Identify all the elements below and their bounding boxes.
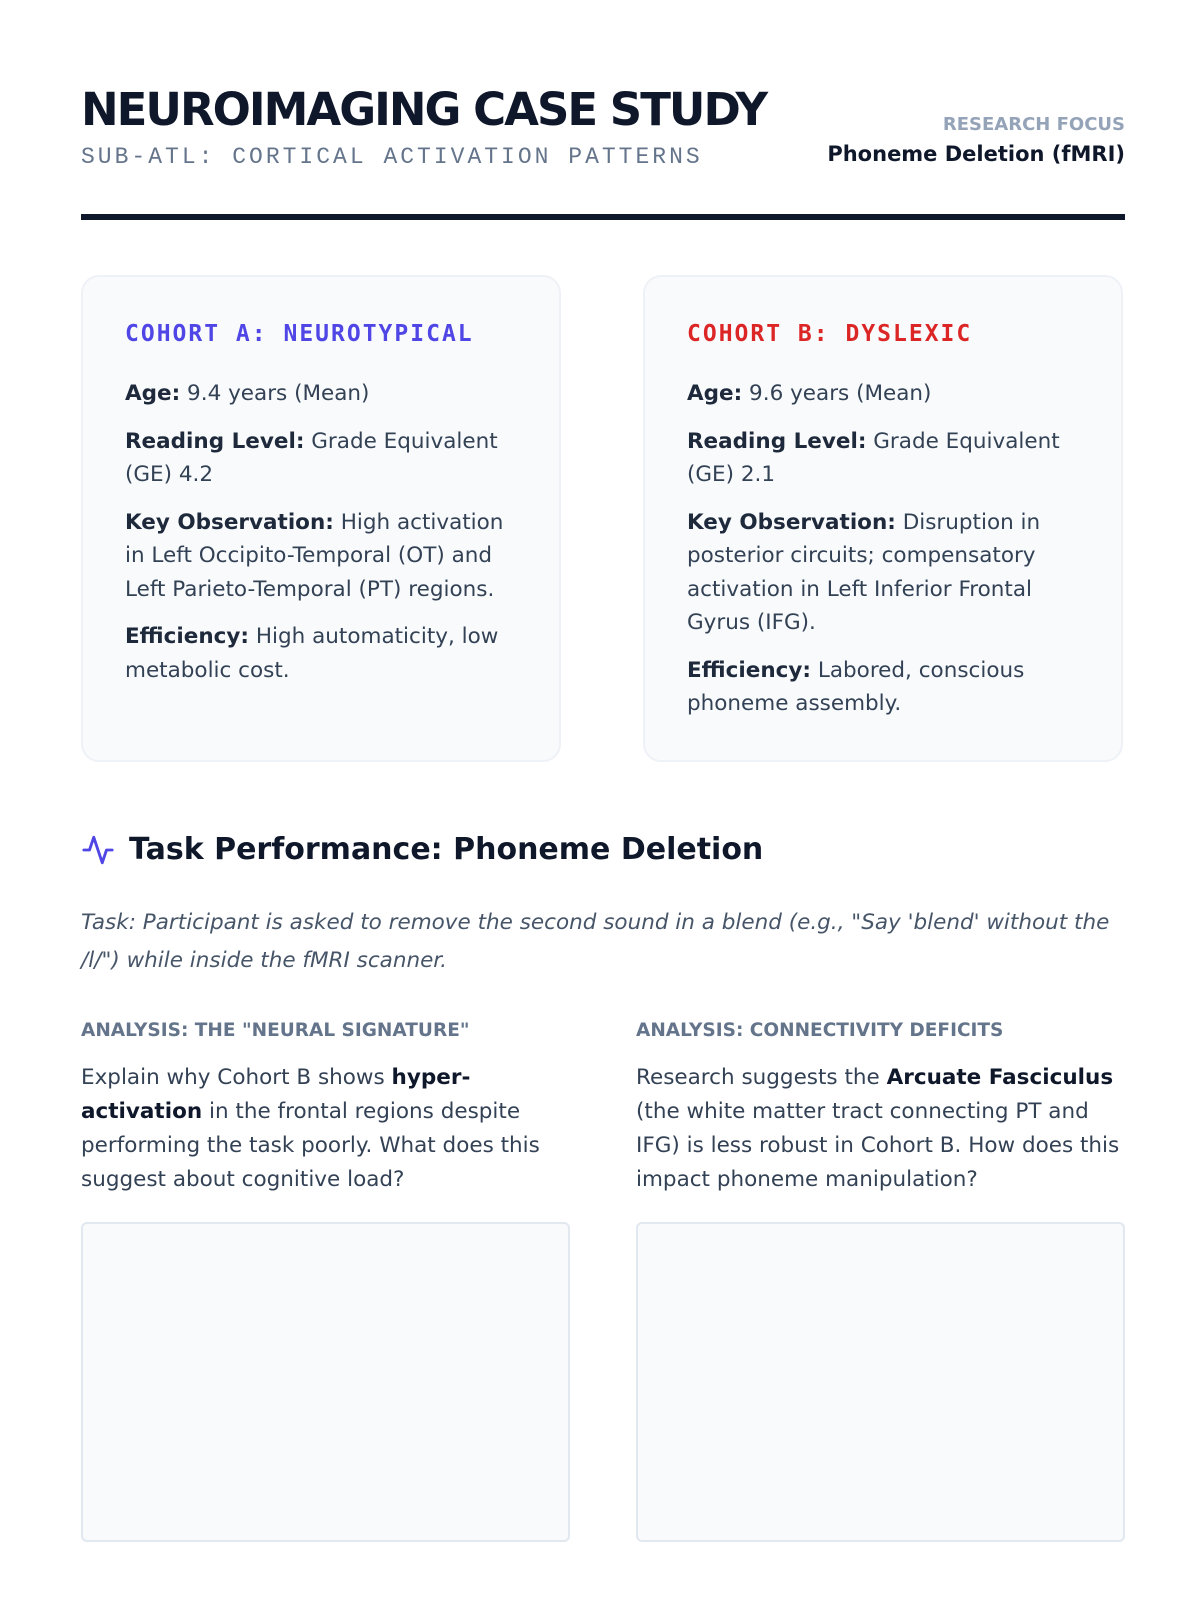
cohort-b-efficiency — [687, 654, 1081, 721]
cohort-a-efficiency — [125, 620, 519, 687]
research-focus-value: Phoneme Deletion (fMRI) — [827, 142, 1125, 166]
cohort-a-reading-level — [125, 425, 519, 492]
page-title: NEUROIMAGING CASE STUDY — [81, 83, 767, 136]
cohort-a-age — [125, 377, 519, 411]
answer-box-connectivity-deficits[interactable] — [636, 1222, 1125, 1542]
field-value: 9.6 years (Mean) — [742, 381, 932, 406]
task-section-heading — [81, 832, 763, 867]
cohort-b-card — [643, 275, 1123, 762]
field-label: Reading Level: — [125, 428, 305, 454]
field-label: Key Observation: — [125, 509, 334, 535]
field-value: High activation in Left Occipito-Temporal (OT) and Left Parieto-Temporal (PT) regions. — [125, 509, 504, 602]
field-value: Disruption in posterior circuits; compensatory activation in Left Inferior Frontal Gyrus (IFG). — [687, 509, 1041, 635]
field-label: Age: — [125, 381, 181, 406]
question-text: in the frontal regions despite performing the task poorly. What does this suggest about cognitive load? — [81, 1099, 540, 1192]
header-divider — [81, 214, 1125, 220]
field-value: Grade Equivalent (GE) 2.1 — [687, 428, 1060, 487]
task-section-title: Task Performance: Phoneme Deletion — [129, 832, 764, 867]
analysis-question — [81, 1061, 571, 1197]
field-value: 9.4 years (Mean) — [180, 381, 370, 406]
question-emphasis: hyper-activation — [81, 1065, 471, 1124]
cohort-b-reading-level — [687, 425, 1081, 492]
field-label: Efficiency: — [125, 624, 250, 649]
analysis-question — [636, 1061, 1126, 1197]
activity-pulse-icon — [81, 833, 115, 867]
cohort-b-age — [687, 377, 1081, 411]
research-focus-label: RESEARCH FOCUS — [942, 114, 1125, 135]
task-description: Task: Participant is asked to remove the second sound in a blend (e.g., "Say 'blend' without the /l/") while inside the fMRI scanner. — [81, 910, 1110, 973]
cohort-b-title: COHORT B: DYSLEXIC — [687, 321, 973, 347]
answer-box-neural-signature[interactable] — [81, 1222, 570, 1542]
field-value: Labored, conscious phoneme assembly. — [687, 657, 1025, 716]
field-label: Efficiency: — [687, 657, 812, 683]
question-text: Explain why Cohort B shows — [81, 1065, 392, 1090]
question-text: (the white matter tract connecting PT and IFG) is less robust in Cohort B. How does this impact phoneme manipulation? — [636, 1099, 1120, 1192]
cohort-b-key-observation — [687, 506, 1081, 640]
analysis-connectivity-deficits — [636, 1020, 1126, 1197]
analysis-label: ANALYSIS: THE "NEURAL SIGNATURE" — [81, 1020, 470, 1041]
page-header — [81, 80, 1125, 220]
page-subtitle: SUB-ATL: CORTICAL ACTIVATION PATTERNS — [81, 144, 703, 170]
analysis-neural-signature — [81, 1020, 571, 1197]
question-text: Research suggests the — [636, 1065, 887, 1090]
cohort-a-title: COHORT A: NEUROTYPICAL — [125, 321, 474, 347]
field-value: High automaticity, low metabolic cost. — [125, 624, 499, 683]
cohort-a-key-observation — [125, 506, 519, 607]
field-label: Key Observation: — [687, 509, 896, 535]
cohort-a-card — [81, 275, 561, 762]
field-label: Reading Level: — [687, 428, 867, 454]
field-label: Age: — [687, 381, 743, 406]
analysis-label: ANALYSIS: CONNECTIVITY DEFICITS — [636, 1020, 1004, 1041]
field-value: Grade Equivalent (GE) 4.2 — [125, 428, 498, 487]
question-emphasis: Arcuate Fasciculus — [886, 1065, 1114, 1090]
